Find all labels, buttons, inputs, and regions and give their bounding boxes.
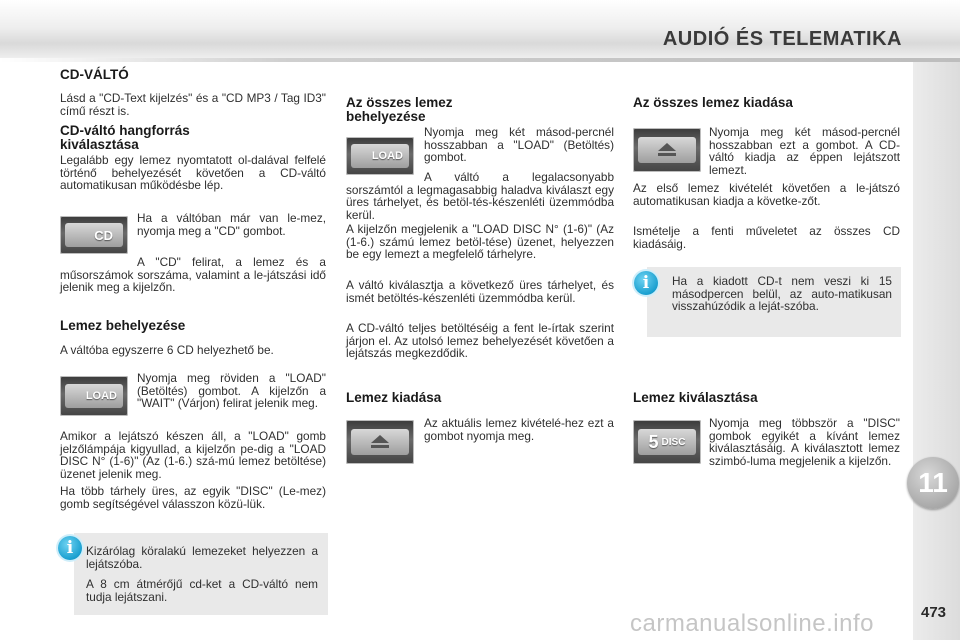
eject-button-image (346, 420, 414, 464)
insert-all-paragraph-2: A váltó a legalacsonyabb sorszámtól a legmagasabbig haladva kiválaszt egy üres tárhelyet, és betöl-tés-készenléti üzemmódba kerül. (346, 170, 614, 222)
load-button-face: LOAD (65, 384, 123, 408)
disc-button-face (638, 429, 696, 455)
info-text-1: Kizárólag köralakú lemezeket helyezzen a lejátszóba. (86, 544, 318, 571)
source-paragraph-2: Ha a váltóban már van le-mez, nyomja meg a "CD" gombot. (137, 211, 326, 238)
eject-all-paragraph-1: Nyomja meg két másod-percnél hosszabban ezt a gombot. A CD-váltó kiadja az éppen lejátszott lemezt. (709, 125, 900, 177)
page-number: 473 (921, 604, 947, 621)
info-text-2: A 8 cm átmérőjű cd-ket a CD-váltó nem tudja lejátszani. (86, 577, 318, 604)
eject-button-face-2 (638, 137, 696, 163)
header-divider (0, 58, 960, 62)
insert-paragraph-3: Amikor a lejátszó készen áll, a "LOAD" gomb jelzőlámpája kigyullad, a kijelzőn pe-dig a "LOAD DISC N° (1-6)" (Az (1-6.) szá-mú lemez betöltése) üzenet jelenik meg. (60, 429, 326, 481)
cd-button-image (60, 216, 128, 254)
insert-all-paragraph-4: A váltó kiválasztja a következő üres tárhelyet, és ismét betöltés-készenléti üzemmódba kerül. (346, 278, 614, 305)
chapter-sidebar (913, 62, 960, 640)
insert-paragraph-4: Ha több tárhely üres, az egyik "DISC" (Le-mez) gomb segítségével válasszon közü-lük. (60, 484, 326, 511)
load-button-face-2: LOAD (351, 144, 409, 168)
insert-paragraph-1: A váltóba egyszerre 6 CD helyezhető be. (60, 343, 274, 357)
section-title-source-select: CD-váltó hangforrás kiválasztása (60, 123, 190, 152)
source-paragraph-1: Legalább egy lemez nyomtatott ol-dalával felfelé történő behelyezését követően a CD-váltó automatikusan működésbe lép. (60, 153, 326, 192)
disc-number: 5 (648, 431, 659, 452)
load-button-image-2 (346, 137, 414, 175)
page-header-title: AUDIÓ ÉS TELEMATIKA (662, 28, 902, 50)
disc-label: DISC (661, 436, 686, 448)
cd-button-face: CD (65, 223, 123, 247)
section-title-eject: Lemez kiadása (346, 390, 442, 405)
source-paragraph-3: A "CD" felirat, a lemez és a műsorszámok sorszáma, valamint a le-játszási idő jelenik meg a kijelzőn. (60, 255, 326, 294)
intro-text: Lásd a "CD-Text kijelzés" és a "CD MP3 / Tag ID3" című részt is. (60, 91, 326, 118)
section-title-select-disc: Lemez kiválasztása (633, 390, 758, 405)
disc-button-image (633, 420, 701, 464)
eject-button-image-2 (633, 128, 701, 172)
eject-icon (656, 142, 678, 158)
section-title-cd-changer: CD-VÁLTÓ (60, 67, 129, 82)
eject-all-paragraph-3: Ismételje a fenti műveletet az összes CD kiadásáig. (633, 224, 900, 251)
section-title-insert-disc: Lemez behelyezése (60, 318, 186, 333)
insert-paragraph-2: Nyomja meg röviden a "LOAD" (Betöltés) gombot. A kijelzőn a "WAIT" (Várjon) felirat jelenik meg. (137, 371, 326, 410)
insert-all-paragraph-1: Nyomja meg két másod-percnél hosszabban a "LOAD" (Betöltés) gombot. (424, 125, 614, 164)
watermark: carmanualsonline.info (630, 610, 874, 637)
section-title-eject-all: Az összes lemez kiadása (633, 95, 793, 110)
select-paragraph-1: Nyomja meg többször a "DISC" gombok egyikét a kívánt lemez kiválasztásáig. A kiválasztott lemez szimbó-luma megjelenik a kijelzőn. (709, 416, 900, 468)
insert-all-paragraph-3: A kijelzőn megjelenik a "LOAD DISC N° (1-6)" (Az (1-6.) számú lemez betöl-tése) üzenet, helyezzen be egy lemezt a megfelelő tárhelyre. (346, 222, 614, 261)
info-icon: i (634, 271, 658, 295)
insert-all-paragraph-5: A CD-váltó teljes betöltéséig a fent le-írtak szerint járjon el. Az utolsó lemez behelyezését követően a lejátszás megkezdődik. (346, 321, 614, 360)
info-text-retract: Ha a kiadott CD-t nem veszi ki 15 másodpercen belül, az auto-matikusan visszahúzódik a leját-szóba. (672, 274, 892, 313)
eject-all-paragraph-2: Az első lemez kivételét követően a le-játszó automatikusan kiadja a követke-zőt. (633, 181, 900, 208)
info-icon: i (58, 536, 82, 560)
eject-icon (369, 434, 391, 450)
section-title-insert-all: Az összes lemez behelyezése (346, 95, 453, 124)
eject-paragraph-1: Az aktuális lemez kivételé-hez ezt a gombot nyomja meg. (424, 416, 614, 443)
chapter-badge: 11 (907, 457, 959, 509)
eject-button-face (351, 429, 409, 455)
load-button-image (60, 376, 128, 416)
